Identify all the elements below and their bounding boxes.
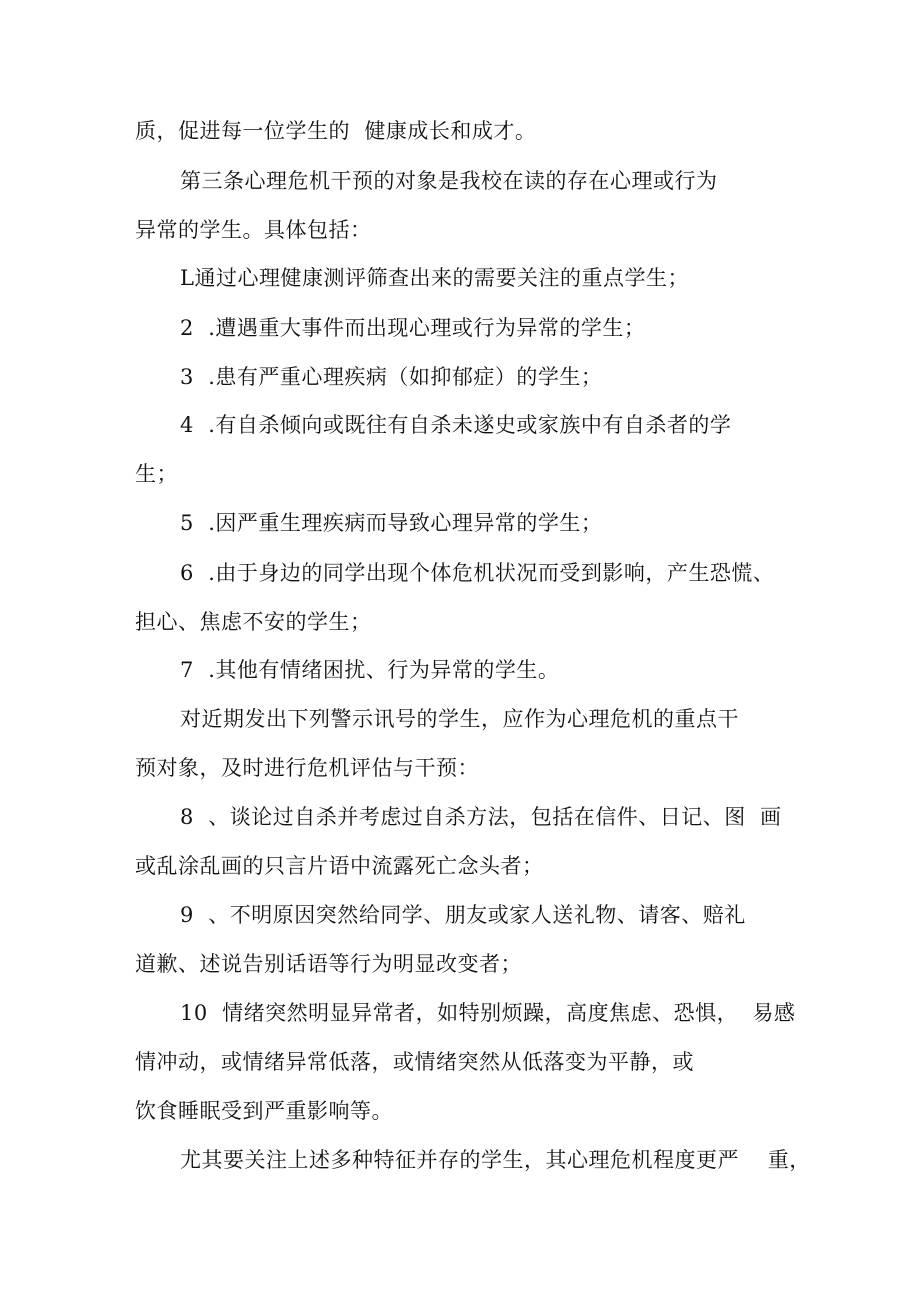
text-line: 情冲动，或情绪异常低落，或情绪突然从低落变为平静，或 (135, 1050, 694, 1074)
text-line: 10 情绪突然明显异常者，如特别烦躁，高度焦虑、恐惧， 易感 (180, 1001, 796, 1025)
text-line: 7 .其他有情绪困扰、行为异常的学生。 (180, 658, 560, 682)
text-line: 4 .有自杀倾向或既往有自杀未遂史或家族中有自杀者的学 (180, 413, 732, 437)
text-line: 生； (135, 462, 178, 486)
text-line: 2 .遭遇重大事件而出现心理或行为异常的学生； (180, 316, 646, 340)
text-line: 8 、谈论过自杀并考虑过自杀方法，包括在信件、日记、图 画 (180, 805, 782, 829)
text-line: 9 、不明原因突然给同学、朋友或家人送礼物、请客、赔礼 (180, 903, 746, 927)
text-line: 5 .因严重生理疾病而导致心理异常的学生； (180, 511, 603, 535)
text-line: L通过心理健康测评筛查出来的需要关注的重点学生； (180, 266, 689, 290)
text-line: 第三条心理危机干预的对象是我校在读的存在心理或行为 (180, 169, 718, 193)
text-line: 预对象，及时进行危机评估与干预： (135, 756, 479, 780)
text-line: 尤其要关注上述多种特征并存的学生，其心理危机程度更严 重， (180, 1148, 811, 1172)
text-line: 质，促进每一位学生的 健康成长和成才。 (135, 119, 537, 143)
text-line: 道歉、述说告别话语等行为明显改变者； (135, 952, 522, 976)
text-line: 或乱涂乱画的只言片语中流露死亡念头者； (135, 854, 544, 878)
text-line: 饮食睡眠受到严重影响等。 (135, 1099, 393, 1123)
text-line: 异常的学生。具体包括： (135, 218, 372, 242)
text-line: 6 .由于身边的同学出现个体危机状况而受到影响，产生恐慌、 (180, 561, 775, 585)
text-line: 担心、焦虑不安的学生； (135, 610, 372, 634)
text-line: 3 .患有严重心理疾病（如抑郁症）的学生； (180, 365, 603, 389)
text-line: 对近期发出下列警示讯号的学生，应作为心理危机的重点干 (180, 707, 739, 731)
